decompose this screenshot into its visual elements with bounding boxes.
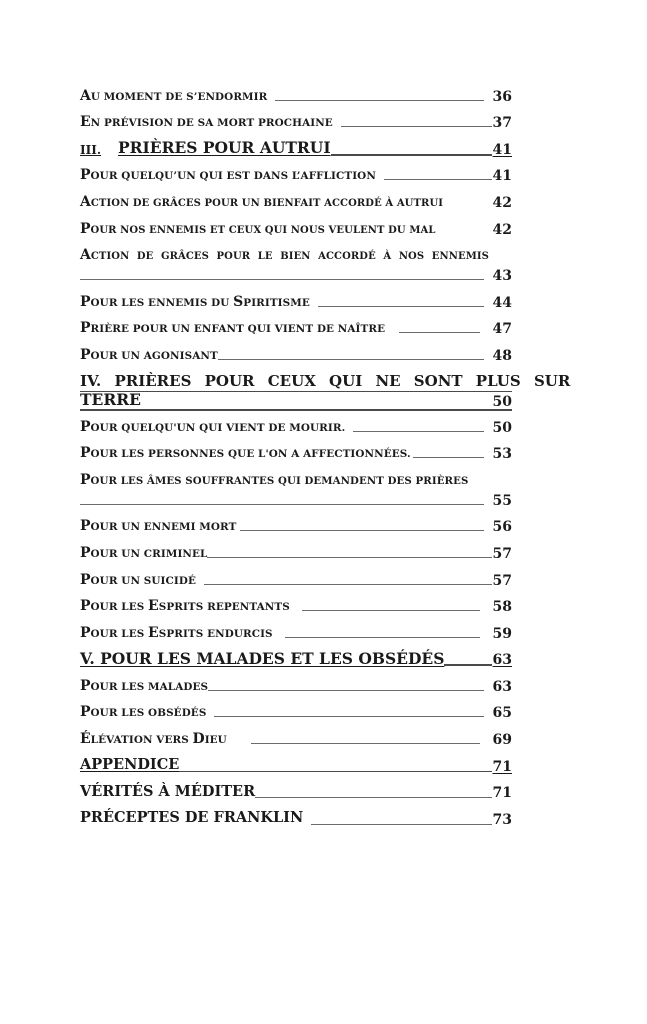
section-numeral: III. [80,142,102,157]
toc-page-number: 63 [492,652,512,669]
toc-page-number: 55 [492,492,512,509]
toc-page-number: 71 [492,785,512,802]
toc-entry-title: POUR QUELQU’UN QUI EST DANS L’AFFLICTION [80,167,376,184]
toc-entry[interactable] [80,107,512,134]
dot-leader [80,504,484,505]
toc-page-number: 50 [492,393,512,410]
toc-entry[interactable] [80,186,512,213]
dot-leader [240,530,484,531]
toc-entry[interactable] [80,670,512,697]
toc-entry-title: POUR UN ENNEMI MORT [80,518,237,535]
toc-entry-title: POUR LES ESPRITS REPENTANTS [80,598,290,615]
dot-leader [275,100,484,101]
toc-section-title: V. POUR LES MALADES ET LES OBSÉDÉS [80,648,445,668]
toc-page-number: 41 [492,168,512,185]
toc-entry-title: POUR LES MALADES [80,677,209,694]
toc-page-number: 59 [492,625,512,642]
toc-section-title: IV. PRIÈRES POUR CEUX QUI NE SONT PLUS SUR [80,371,571,390]
toc-entry[interactable] [80,537,512,564]
toc-entry[interactable] [80,777,512,804]
toc-entry-title: AU MOMENT DE S’ENDORMIR [80,87,268,104]
toc-entry[interactable] [80,464,512,511]
toc-page-number: 71 [492,758,512,775]
dot-leader [302,610,480,611]
dot-leader [399,332,480,333]
toc-page-number: 50 [492,419,512,436]
toc-entry-title: POUR LES ÂMES SOUFFRANTES QUI DEMANDENT DES PRIÈRES [80,471,469,488]
toc-entry-title: PRIÈRE POUR UN ENFANT QUI VIENT DE NAÎTRE [80,320,386,337]
toc-section-title: PRIÈRES POUR AUTRUI [118,138,331,158]
dot-leader [207,557,492,558]
underline-leader [331,154,492,156]
toc-entry-title: POUR UN CRIMINEL [80,544,208,561]
dot-leader [384,179,492,180]
toc-page-number: 63 [492,678,512,695]
toc-entry[interactable] [80,591,512,618]
toc-entry-title: POUR NOS ENNEMIS ET CEUX QUI NOUS VEULENT DU MAL [80,220,436,237]
toc-entry-title: ACTION DE GRÂCES POUR LE BIEN ACCORDÉ À NOS ENNEMIS [80,247,489,264]
underline-leader [179,771,492,772]
toc-entry[interactable] [80,723,512,750]
dot-leader [218,359,484,360]
dot-leader [318,306,484,307]
toc-page-number: 58 [492,599,512,616]
toc-page-number: 65 [492,705,512,722]
toc-page-number: 37 [492,115,512,132]
dot-leader [353,431,484,432]
toc-section-title: APPENDICE [80,756,180,774]
toc-entry[interactable] [80,438,512,465]
toc-entry-title: POUR LES OBSÉDÉS [80,704,207,721]
toc-entry-title: POUR UN SUICIDÉ [80,571,196,588]
dot-leader [251,743,480,744]
toc-entry-title: POUR LES PERSONNES QUE L'ON A AFFECTIONNÉES. [80,445,411,462]
toc-page-number: 48 [492,347,512,364]
toc-entry[interactable] [80,313,512,340]
dot-leader [214,716,484,717]
toc-entry-title: PRÉCEPTES DE FRANKLIN [80,809,304,827]
toc-entry[interactable] [80,240,512,287]
dot-leader [255,797,492,798]
toc-section-heading[interactable] [80,644,512,671]
toc-entry-title: ÉLÉVATION VERS DIEU [80,731,227,748]
toc-entry-title: POUR QUELQU'UN QUI VIENT DE MOURIR. [80,418,346,435]
toc-page-number: 47 [492,321,512,338]
toc-page-number: 57 [492,545,512,562]
toc-page-number: 42 [492,194,512,211]
toc-appendix-heading[interactable] [80,750,512,777]
toc-entry[interactable] [80,617,512,644]
toc-entry[interactable] [80,564,512,591]
dot-leader [204,584,492,585]
toc-page-number: 53 [492,446,512,463]
toc-page-number: 43 [492,268,512,285]
toc-entry[interactable] [80,160,512,187]
toc-entry-title: EN PRÉVISION DE SA MORT PROCHAINE [80,114,333,131]
table-of-contents [80,80,571,830]
toc-page-number: 56 [492,519,512,536]
toc-entry[interactable] [80,411,512,438]
toc-page-number: 44 [492,294,512,311]
toc-entry[interactable] [80,511,512,538]
dot-leader [311,824,492,825]
dot-leader [285,637,480,638]
toc-page-number: 57 [492,572,512,589]
toc-entry-title: POUR LES ESPRITS ENDURCIS [80,624,273,641]
toc-page-number: 69 [492,732,512,749]
toc-section-heading[interactable] [80,133,512,160]
toc-section-title-continued: TERRE [80,390,141,410]
dot-leader [341,126,492,127]
toc-entry-title: ACTION DE GRÂCES POUR UN BIENFAIT ACCORDÉ À AUTRUI [80,193,444,210]
toc-page-number: 73 [492,811,512,828]
toc-entry[interactable] [80,80,512,107]
dot-leader [413,457,484,458]
toc-entry[interactable] [80,697,512,724]
toc-page-number: 36 [492,88,512,105]
dot-leader [80,279,484,280]
toc-section-heading[interactable] [80,366,571,411]
underline-leader [444,664,492,666]
dot-leader [208,690,484,691]
toc-page-number: 42 [492,221,512,238]
toc-entry[interactable] [80,213,512,240]
toc-entry[interactable] [80,803,512,830]
toc-entry-title: POUR UN AGONISANT [80,346,218,363]
toc-entry[interactable] [80,339,512,366]
toc-entry[interactable] [80,286,512,313]
toc-entry-title: POUR LES ENNEMIS DU SPIRITISME [80,293,310,310]
toc-page-number: 41 [492,141,512,158]
toc-entry-title: VÉRITÉS À MÉDITER [80,782,256,800]
